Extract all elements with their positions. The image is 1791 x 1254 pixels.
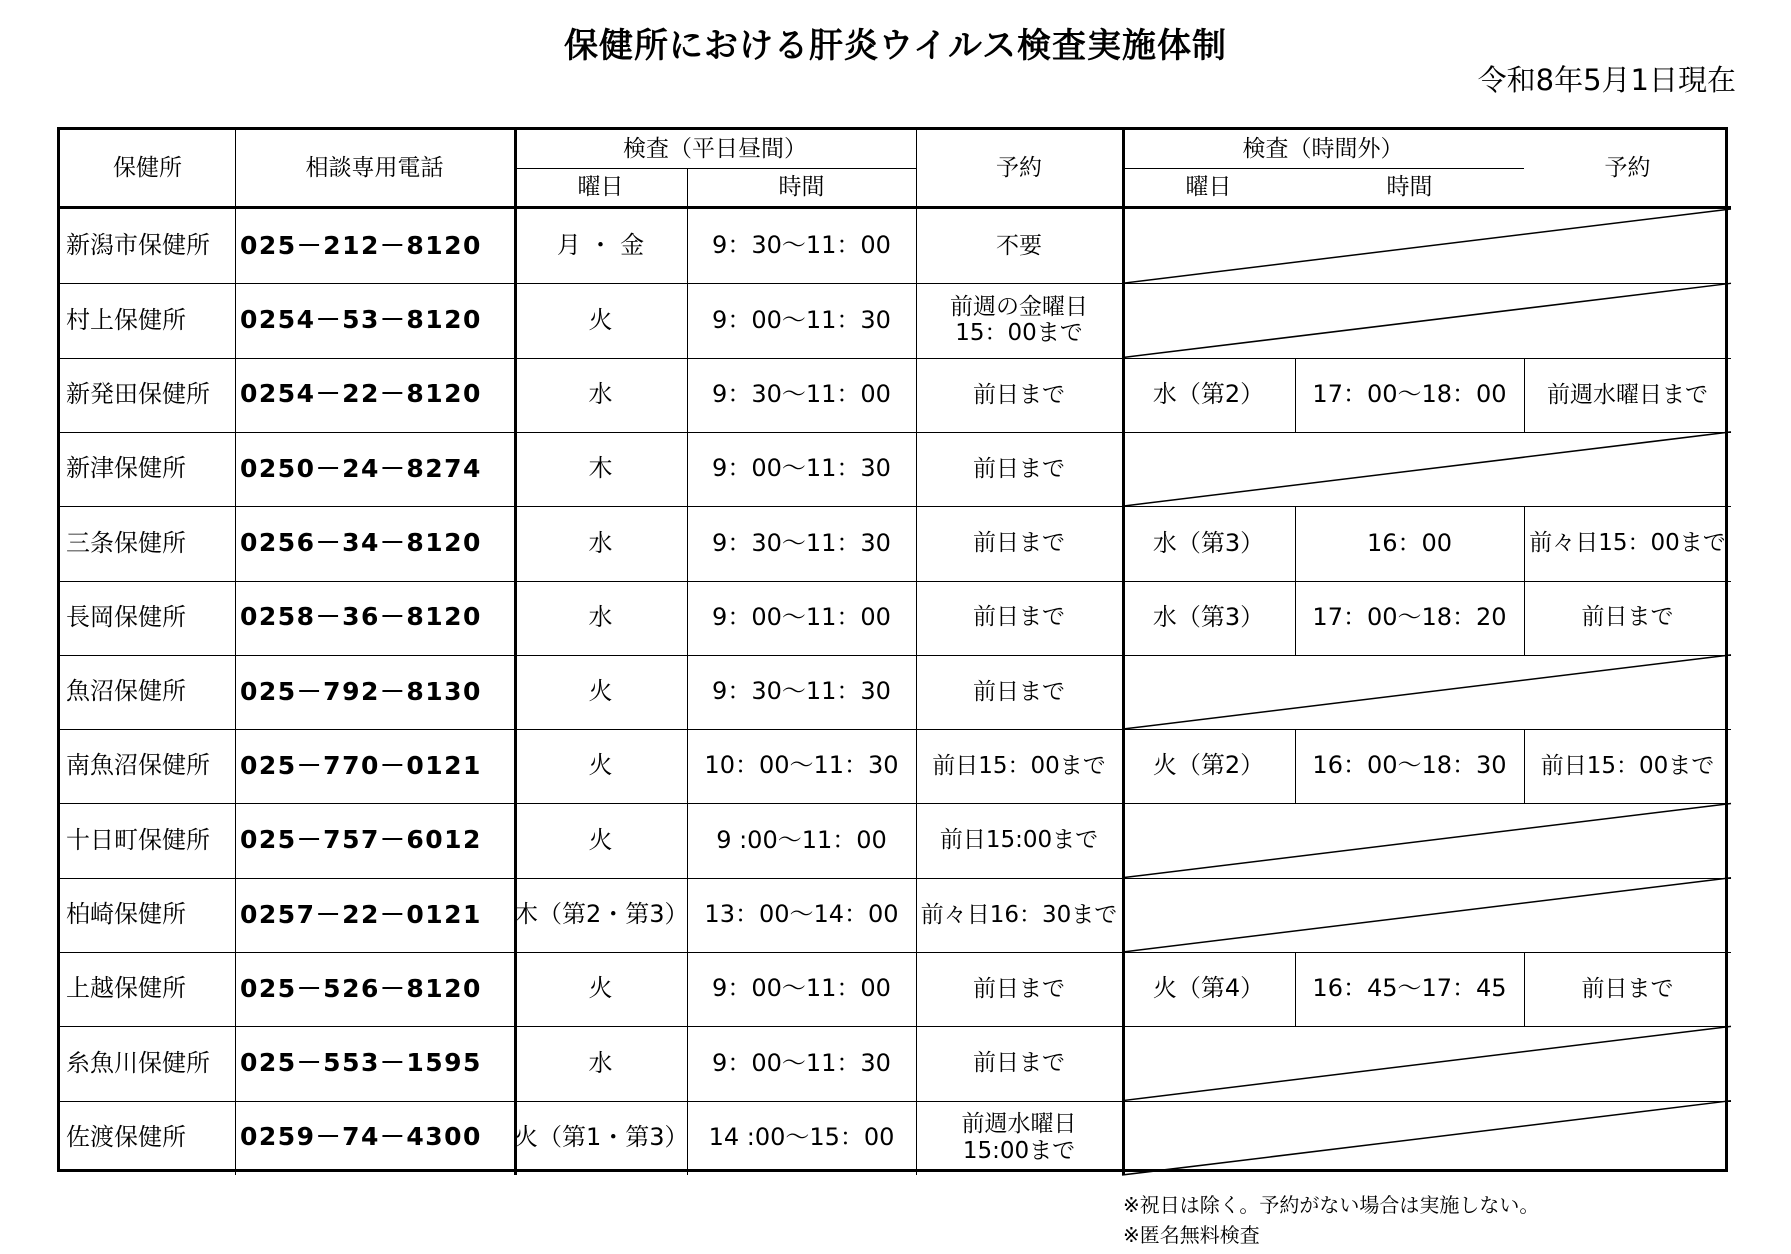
weekday-exam-time: 9：30～11：00 bbox=[712, 231, 891, 260]
weekday-reservation: 前週水曜日 15:00まで bbox=[961, 1111, 1077, 1164]
after-hours-reservation: 前日まで bbox=[1581, 975, 1674, 1002]
table-rule bbox=[1122, 168, 1524, 169]
weekday-exam-day: 月 ・ 金 bbox=[556, 231, 645, 260]
header-after-hours-day: 曜日 bbox=[1185, 173, 1232, 200]
table-rule bbox=[1295, 581, 1296, 655]
weekday-reservation: 前日まで bbox=[973, 975, 1065, 1002]
page-title: 保健所における肝炎ウイルス検査実施体制 bbox=[564, 26, 1227, 66]
health-center-name: 南魚沼保健所 bbox=[66, 751, 210, 780]
after-hours-time: 16：00～18：30 bbox=[1312, 751, 1507, 780]
table-rule bbox=[1524, 358, 1525, 432]
weekday-exam-day: 水 bbox=[588, 1048, 613, 1077]
consultation-phone: 0259－74－4300 bbox=[240, 1122, 482, 1152]
header-after-hours-time: 時間 bbox=[1386, 173, 1433, 200]
diagonal-slash bbox=[1122, 1026, 1731, 1100]
consultation-phone: 025－757－6012 bbox=[240, 825, 482, 855]
health-center-name: 魚沼保健所 bbox=[66, 677, 186, 706]
header-after-hours-reservation: 予約 bbox=[1604, 154, 1651, 181]
after-hours-reservation: 前々日15：00まで bbox=[1529, 530, 1726, 557]
as-of-date: 令和8年5月1日現在 bbox=[1477, 63, 1736, 97]
after-hours-reservation: 前日15：00まで bbox=[1540, 753, 1715, 780]
table-rule bbox=[1295, 952, 1296, 1026]
after-hours-time: 16：00 bbox=[1366, 528, 1453, 557]
weekday-reservation: 前日まで bbox=[973, 1050, 1065, 1077]
health-center-name: 村上保健所 bbox=[66, 305, 186, 334]
health-center-name: 新潟市保健所 bbox=[66, 231, 210, 260]
health-center-name: 三条保健所 bbox=[66, 528, 186, 557]
health-center-name: 糸魚川保健所 bbox=[66, 1048, 210, 1077]
diagonal-slash bbox=[1122, 209, 1731, 283]
consultation-phone: 025－553－1595 bbox=[240, 1048, 482, 1078]
weekday-exam-time: 9：00～11：30 bbox=[712, 454, 891, 483]
table-rule bbox=[514, 168, 916, 169]
weekday-exam-time: 9：00～11：00 bbox=[712, 602, 891, 631]
weekday-exam-day: 火 bbox=[588, 305, 613, 334]
header-weekday-time: 時間 bbox=[778, 173, 825, 200]
consultation-phone: 0250－24－8274 bbox=[240, 453, 482, 483]
consultation-phone: 0254－53－8120 bbox=[240, 305, 482, 335]
weekday-exam-time: 10：00～11：30 bbox=[704, 751, 899, 780]
header-center: 保健所 bbox=[113, 154, 182, 181]
consultation-phone: 0257－22－0121 bbox=[240, 899, 482, 929]
weekday-exam-time: 9：30～11：00 bbox=[712, 379, 891, 408]
consultation-phone: 0256－34－8120 bbox=[240, 527, 482, 557]
weekday-reservation: 前日まで bbox=[973, 455, 1065, 482]
inspection-schedule-table bbox=[57, 127, 1728, 1172]
diagonal-slash bbox=[1122, 283, 1731, 357]
weekday-exam-day: 火（第1・第3） bbox=[514, 1123, 689, 1152]
weekday-exam-time: 13：00～14：00 bbox=[704, 900, 899, 929]
diagonal-slash bbox=[1122, 655, 1731, 729]
after-hours-time: 16：45～17：45 bbox=[1312, 974, 1507, 1003]
weekday-exam-day: 木（第2・第3） bbox=[514, 900, 689, 929]
table-rule bbox=[1524, 952, 1525, 1026]
header-weekday-group: 検査（平日昼間） bbox=[623, 135, 807, 162]
weekday-reservation: 前週の金曜日 15：00まで bbox=[950, 294, 1088, 347]
diagonal-slash bbox=[1122, 432, 1731, 506]
weekday-reservation: 前日まで bbox=[973, 604, 1065, 631]
table-rule bbox=[1295, 729, 1296, 803]
weekday-exam-time: 9：30～11：30 bbox=[712, 528, 891, 557]
table-rule bbox=[1295, 358, 1296, 432]
weekday-reservation: 前々日16：30まで bbox=[920, 901, 1118, 928]
health-center-name: 上越保健所 bbox=[66, 974, 186, 1003]
weekday-reservation: 前日まで bbox=[973, 381, 1065, 408]
consultation-phone: 025－526－8120 bbox=[240, 973, 482, 1003]
weekday-exam-day: 火 bbox=[588, 677, 613, 706]
table-rule bbox=[1524, 729, 1525, 803]
weekday-reservation: 前日まで bbox=[973, 678, 1065, 705]
consultation-phone: 0258－36－8120 bbox=[240, 602, 482, 632]
consultation-phone: 0254－22－8120 bbox=[240, 379, 482, 409]
table-rule bbox=[1295, 506, 1296, 580]
footnotes bbox=[1123, 1190, 1539, 1250]
health-center-name: 新津保健所 bbox=[66, 454, 186, 483]
weekday-exam-day: 水 bbox=[588, 379, 613, 408]
weekday-exam-day: 火 bbox=[588, 751, 613, 780]
after-hours-day: 水（第3） bbox=[1152, 528, 1265, 557]
after-hours-reservation: 前週水曜日まで bbox=[1547, 381, 1708, 408]
after-hours-day: 水（第2） bbox=[1152, 379, 1265, 408]
health-center-name: 佐渡保健所 bbox=[66, 1123, 186, 1152]
consultation-phone: 025－212－8120 bbox=[240, 230, 482, 260]
weekday-exam-time: 9：30～11：30 bbox=[712, 677, 891, 706]
weekday-exam-time: 9：00～11：30 bbox=[712, 1048, 891, 1077]
health-center-name: 十日町保健所 bbox=[66, 825, 210, 854]
table-rule bbox=[1524, 581, 1525, 655]
weekday-exam-time: 9 :00～11：00 bbox=[716, 825, 887, 854]
weekday-exam-time: 9：00～11：30 bbox=[712, 305, 891, 334]
after-hours-day: 火（第2） bbox=[1152, 751, 1265, 780]
diagonal-slash bbox=[1122, 1101, 1731, 1175]
header-phone: 相談専用電話 bbox=[305, 154, 444, 181]
after-hours-time: 17：00～18：00 bbox=[1312, 379, 1507, 408]
health-center-name: 柏崎保健所 bbox=[66, 900, 186, 929]
consultation-phone: 025－770－0121 bbox=[240, 750, 482, 780]
header-weekday-day: 曜日 bbox=[577, 173, 624, 200]
weekday-exam-day: 火 bbox=[588, 974, 613, 1003]
footnote-holidays: ※祝日は除く。予約がない場合は実施しない。 bbox=[1123, 1193, 1540, 1217]
health-center-name: 新発田保健所 bbox=[66, 379, 210, 408]
consultation-phone: 025－792－8130 bbox=[240, 676, 482, 706]
weekday-exam-time: 14 :00～15：00 bbox=[708, 1123, 895, 1152]
table-rule bbox=[1524, 506, 1525, 580]
diagonal-slash bbox=[1122, 878, 1731, 952]
weekday-exam-day: 火 bbox=[588, 825, 613, 854]
health-center-name: 長岡保健所 bbox=[66, 602, 186, 631]
weekday-exam-day: 水 bbox=[588, 602, 613, 631]
weekday-reservation: 前日15：00まで bbox=[932, 753, 1106, 780]
weekday-exam-day: 木 bbox=[588, 454, 613, 483]
weekday-exam-day: 水 bbox=[588, 528, 613, 557]
weekday-reservation: 前日まで bbox=[973, 530, 1065, 557]
diagonal-slash bbox=[1122, 803, 1731, 877]
header-weekday-reservation: 予約 bbox=[996, 154, 1042, 181]
weekday-reservation: 不要 bbox=[996, 232, 1042, 259]
weekday-exam-time: 9：00～11：00 bbox=[712, 974, 891, 1003]
after-hours-time: 17：00～18：20 bbox=[1312, 602, 1507, 631]
after-hours-day: 水（第3） bbox=[1152, 602, 1265, 631]
after-hours-day: 火（第4） bbox=[1152, 974, 1265, 1003]
header-after-hours-group: 検査（時間外） bbox=[1242, 135, 1404, 162]
weekday-reservation: 前日15:00まで bbox=[939, 827, 1099, 854]
after-hours-reservation: 前日まで bbox=[1581, 604, 1674, 631]
footnote-anonymous: ※匿名無料検査 bbox=[1123, 1223, 1260, 1247]
